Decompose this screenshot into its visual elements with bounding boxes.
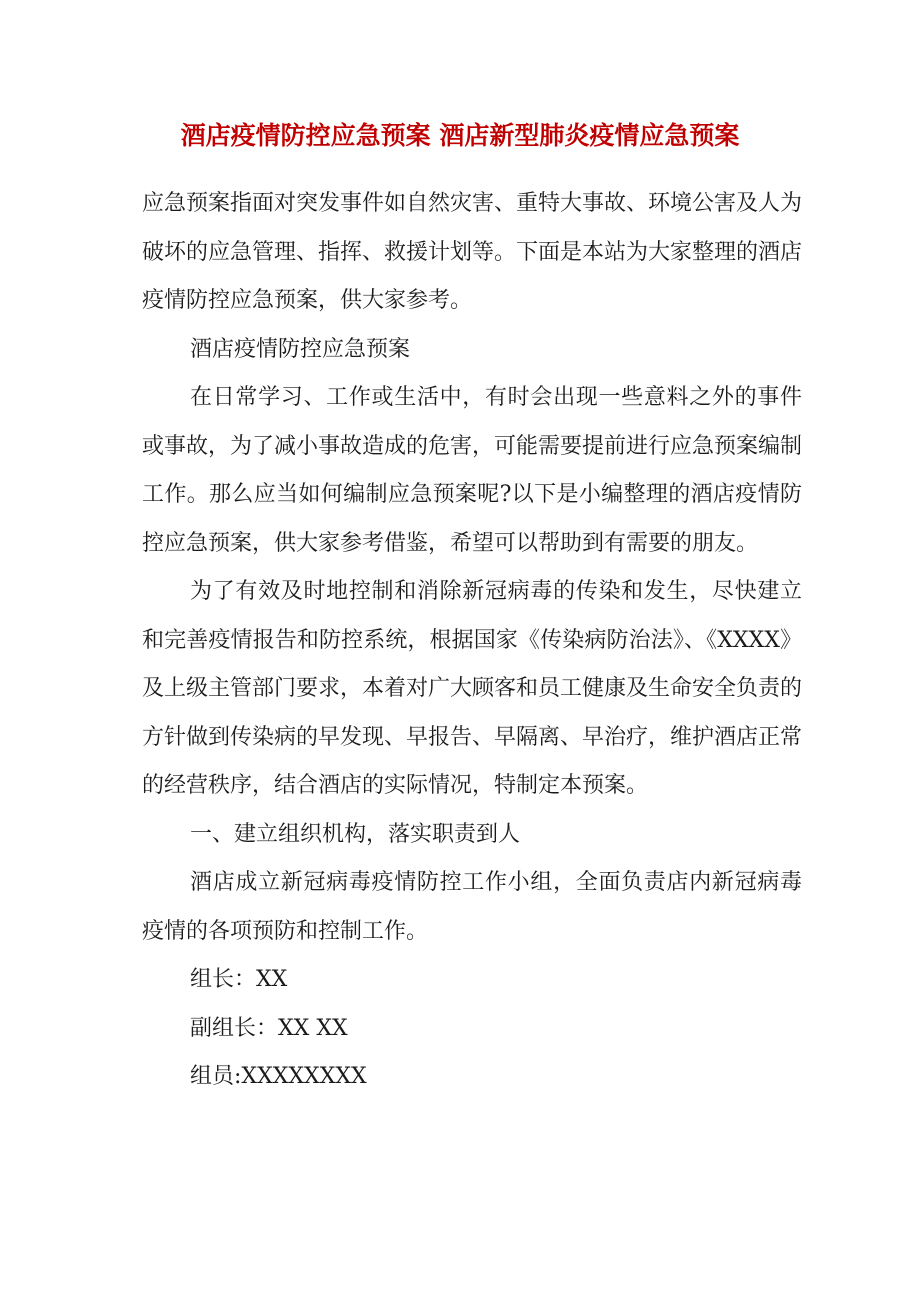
body-paragraph: 在日常学习、工作或生活中，有时会出现一些意料之外的事件或事故，为了减小事故造成的危害，可能需要提前进行应急预案编制工作。那么应当如何编制应急预案呢?以下是小编整理的酒店疫情防控应急预案，供大家参考借鉴，希望可以帮助到有需要的朋友。 [142,385,803,556]
section-heading: 酒店疫情防控应急预案 [190,336,411,362]
body-paragraph: 为了有效及时地控制和消除新冠病毒的传染和发生，尽快建立和完善疫情报告和防控系统，根据国家《传染病防治法》、《XXXX》及上级主管部门要求，本着对广大顾客和员工健康及生命安全负责的方针做到传染病的早发现、早报告、早隔离、早治疗，维护酒店正常的经营秩序，结合酒店的实际情况，特制定本预案。 [142,579,803,798]
group-leader-line: 组长：XX [190,967,288,992]
document-title: 酒店疫情防控应急预案 酒店新型肺炎疫情应急预案 [180,121,740,150]
body-paragraph: 酒店成立新冠病毒疫情防控工作小组，全面负责店内新冠病毒疫情的各项预防和控制工作。 [142,870,802,944]
group-members-line: 组员:XXXXXXXX [190,1064,367,1089]
subsection-heading: 一、建立组织机构，落实职责到人 [190,821,521,847]
intro-paragraph: 应急预案指面对突发事件如自然灾害、重特大事故、环境公害及人为破坏的应急管理、指挥、救援计划等。下面是本站为大家整理的酒店疫情防控应急预案，供大家参考。 [142,191,803,313]
deputy-leader-line: 副组长：XX XX [190,1015,348,1041]
document-body [142,180,802,1102]
